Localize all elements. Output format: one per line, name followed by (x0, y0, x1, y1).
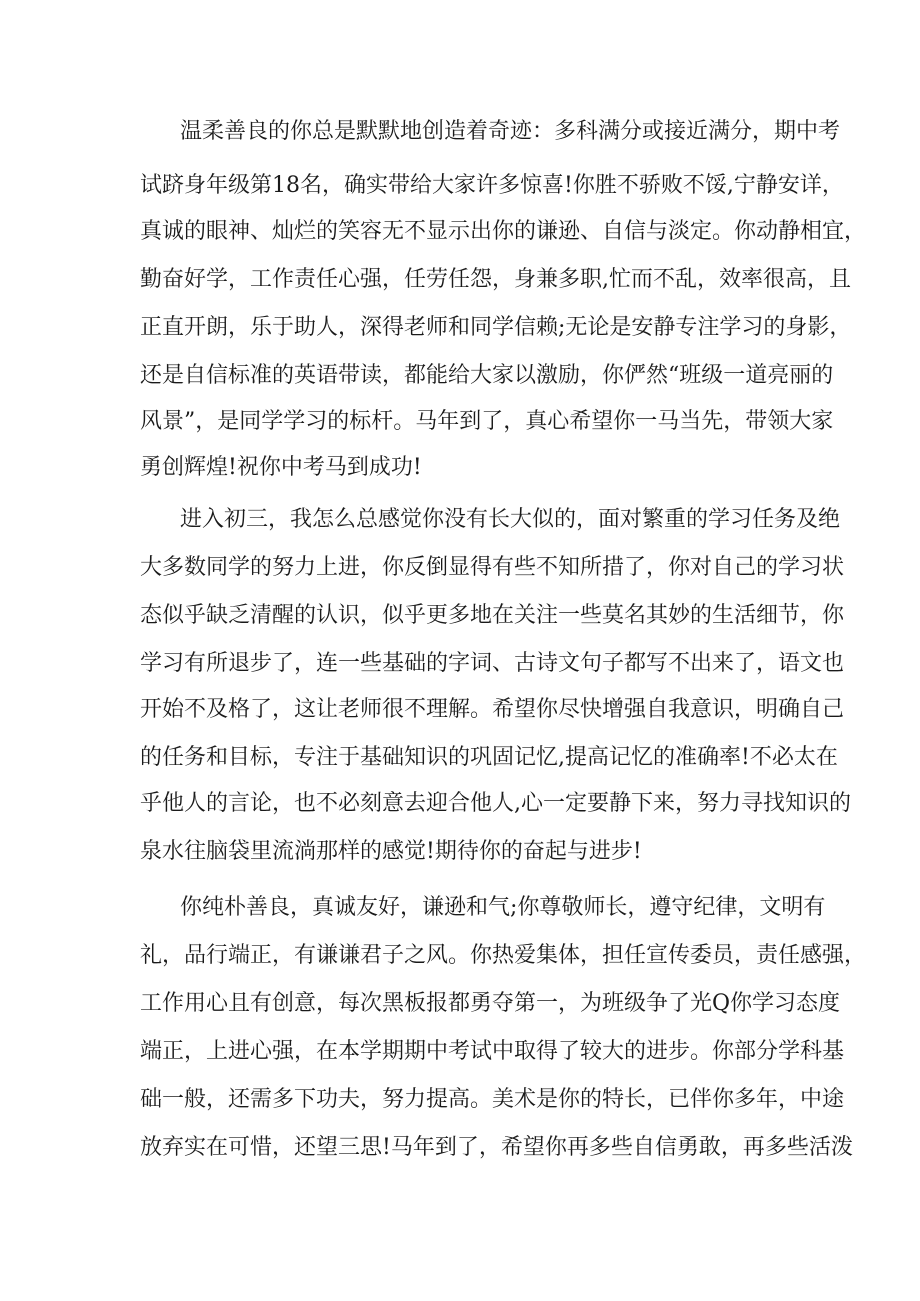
text-line: 乎他人的言论，也不必刻意去迎合他人,心一定要静下来，努力寻找知识的 (140, 791, 851, 816)
text-line: 开始不及格了，这让老师很不理解。希望你尽快增强自我意识，明确自己 (140, 697, 845, 722)
text-line: 进入初三，我怎么总感觉你没有长大似的，面对繁重的学习任务及绝 (180, 507, 841, 532)
text-line: 放弃实在可惜，还望三思!马年到了，希望你再多些自信勇敢，再多些活泼 (140, 1135, 853, 1160)
text-line: 试跻身年级第18名，确实带给大家许多惊喜!你胜不骄败不馁,宁静安详， (140, 173, 844, 198)
text-line: 工作用心且有创意，每次黑板报都勇夺第一，为班级争了光Q你学习态度 (140, 991, 841, 1016)
text-line: 你纯朴善良，真诚友好，谦逊和气;你尊敬师长，遵守纪律，文明有 (180, 895, 826, 920)
text-line: 正直开朗，乐于助人，深得老师和同学信赖;无论是安静专注学习的身影， (140, 315, 852, 340)
text-line: 学习有所退步了，连一些基础的字词、古诗文句子都写不出来了，语文也 (140, 651, 845, 676)
text-line: 礼，品行端正，有谦谦君子之风。你热爱集体，担任宣传委员，责任感强， (140, 943, 867, 968)
text-line: 还是自信标准的英语带读，都能给大家以激励，你俨然“班级一道亮丽的 (140, 363, 834, 388)
text-line: 础一般，还需多下功夫，努力提高。美术是你的特长，已伴你多年，中途 (140, 1087, 845, 1112)
text-line: 的任务和目标，专注于基础知识的巩固记忆,提高记忆的准确率!不必太在 (140, 745, 838, 770)
text-line: 泉水往脑袋里流淌那样的感觉!期待你的奋起与进步! (140, 839, 642, 864)
text-line: 风景”，是同学学习的标杆。马年到了，真心希望你一马当先，带领大家 (140, 409, 834, 434)
text-line: 端正，上进心强，在本学期期中考试中取得了较大的进步。你部分学科基 (140, 1039, 845, 1064)
text-line: 温柔善良的你总是默默地创造着奇迹：多科满分或接近满分，期中考 (180, 119, 841, 144)
text-line: 勤奋好学，工作责任心强，任劳任怨，身兼多职,忙而不乱，效率很高，且 (140, 267, 851, 292)
text-line: 大多数同学的努力上进，你反倒显得有些不知所措了，你对自己的学习状 (140, 555, 845, 580)
text-line: 真诚的眼神、灿烂的笑容无不显示出你的谦逊、自信与淡定。你动静相宜， (140, 219, 867, 244)
text-line: 态似乎缺乏清醒的认识，似乎更多地在关注一些莫名其妙的生活细节，你 (140, 603, 845, 628)
text-line: 勇创辉煌!祝你中考马到成功! (140, 455, 422, 480)
